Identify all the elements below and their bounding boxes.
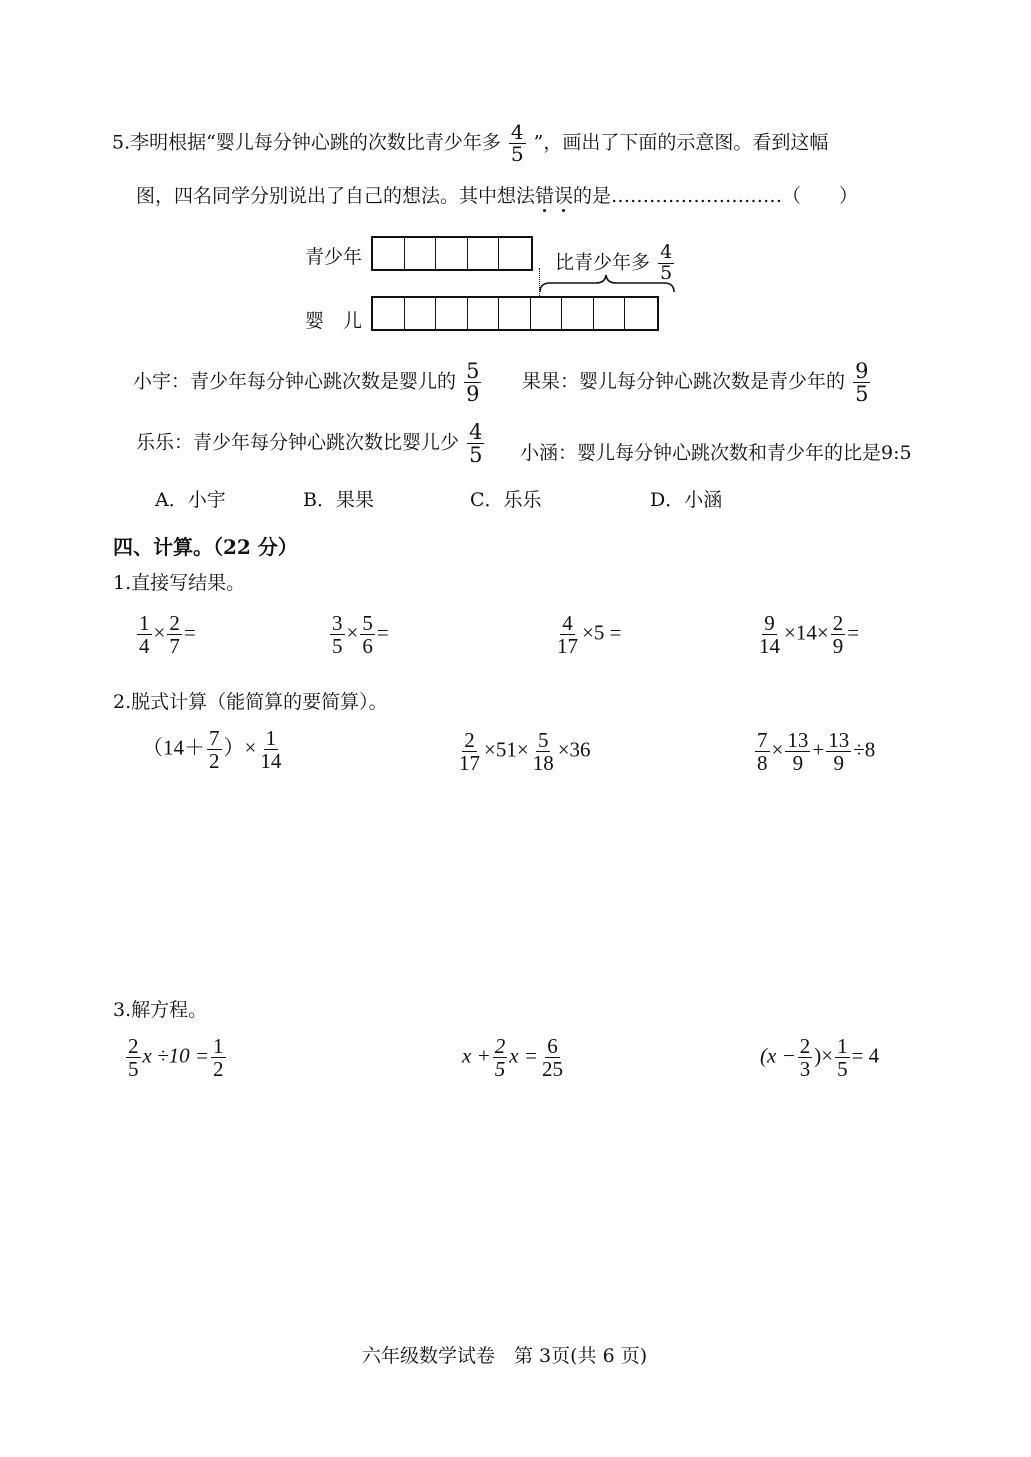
frac-num: 2 xyxy=(494,1034,506,1058)
direct-calc-2 xyxy=(328,612,389,657)
diagram-baby-label: 婴 儿 xyxy=(305,310,363,332)
frac-num: 5 xyxy=(362,611,373,635)
frac-den: 9 xyxy=(832,634,844,659)
fraction xyxy=(207,727,222,772)
opinion-guoguo xyxy=(522,360,872,405)
frac-den: 14 xyxy=(759,634,780,659)
fraction xyxy=(211,1035,226,1080)
baby-cell xyxy=(436,298,468,329)
question-5-line-2 xyxy=(136,181,858,208)
q5-text-after: ”，画出了下面的示意图。看到这幅 xyxy=(533,131,829,154)
expression-open: （14＋ xyxy=(142,735,205,760)
fraction xyxy=(360,612,375,657)
baby-cell xyxy=(373,298,405,329)
teen-cell xyxy=(373,238,405,269)
opinion-xiaoyu xyxy=(133,360,483,405)
frac-den: 9 xyxy=(466,382,480,407)
frac-den: 4 xyxy=(139,634,150,659)
frac-num: 4 xyxy=(562,611,573,635)
baby-cell xyxy=(625,298,657,329)
frac-den: 25 xyxy=(542,1057,563,1082)
frac-den: 8 xyxy=(757,751,768,776)
opinion-fraction xyxy=(853,360,870,405)
fraction xyxy=(330,612,345,657)
expression-rest: = 4 xyxy=(851,1043,880,1068)
frac-num: 9 xyxy=(855,359,869,383)
baby-cell xyxy=(562,298,594,329)
q5-answer-blank: 的是………………………（ ） xyxy=(573,185,859,207)
frac-den: 2 xyxy=(209,749,220,774)
equation-2 xyxy=(462,1035,567,1080)
teen-cell xyxy=(405,238,437,269)
equation-1 xyxy=(124,1035,228,1080)
fraction xyxy=(167,612,182,657)
fraction xyxy=(457,729,482,774)
baby-cell xyxy=(531,298,563,329)
operator: × xyxy=(771,737,784,762)
operator: × xyxy=(153,620,166,645)
frac-den: 5 xyxy=(837,1057,848,1082)
frac-num: 13 xyxy=(787,728,809,752)
frac-num: 5 xyxy=(537,728,549,752)
frac-num: 1 xyxy=(265,726,277,750)
opinion-fraction xyxy=(464,360,481,405)
frac-num: 2 xyxy=(128,1034,139,1058)
operator: + xyxy=(812,737,825,762)
q5-line2-text: 图，四名同学分别说出了自己的想法。其中想法 xyxy=(136,185,536,207)
frac-num: 13 xyxy=(828,728,850,752)
expression-rest: ÷8 xyxy=(853,737,876,762)
brace-frac-num: 4 xyxy=(660,241,673,263)
frac-num: 1 xyxy=(139,611,150,635)
frac-num: 9 xyxy=(764,611,775,635)
emphasis-char-1: 错 xyxy=(535,185,555,207)
diagram-teen-label: 青少年 xyxy=(305,246,363,268)
choice-d: D．小涵 xyxy=(650,489,723,511)
frac-num: 1 xyxy=(837,1034,848,1058)
opinion-text: 乐乐：青少年每分钟心跳次数比婴儿少 xyxy=(136,431,460,454)
fraction xyxy=(785,729,810,774)
frac-num: 2 xyxy=(464,728,475,752)
teen-cell xyxy=(468,238,500,269)
teen-bar xyxy=(371,236,533,271)
frac-den: 5 xyxy=(128,1057,139,1082)
expression-pre: (x − xyxy=(760,1043,796,1068)
frac-den: 9 xyxy=(792,751,804,776)
teen-cell xyxy=(436,238,468,269)
opinion-fraction xyxy=(467,421,484,466)
frac-num: 3 xyxy=(332,611,343,635)
direct-calc-4 xyxy=(755,612,859,657)
frac-den: 14 xyxy=(260,749,282,774)
opinion-xiaohan: 小涵：婴儿每分钟心跳次数和青少年的比是9:5 xyxy=(520,442,912,464)
frac-num: 4 xyxy=(469,420,483,444)
frac-den: 17 xyxy=(459,751,480,776)
fraction xyxy=(798,1035,813,1080)
opinion-text: 小宇：青少年每分钟心跳次数是婴儿的 xyxy=(133,370,457,393)
q5-fraction xyxy=(509,122,526,165)
emphasis-char-2: 误 xyxy=(554,185,574,207)
opinion-text: 果果：婴儿每分钟心跳次数是青少年的 xyxy=(522,370,846,393)
frac-den: 18 xyxy=(532,751,554,776)
frac-den: 2 xyxy=(213,1057,224,1082)
fraction xyxy=(137,612,152,657)
brace-frac-den: 5 xyxy=(660,261,673,284)
baby-cell xyxy=(405,298,437,329)
fraction xyxy=(258,727,283,772)
frac-den: 17 xyxy=(557,634,578,659)
teen-cell xyxy=(499,238,531,269)
baby-cell xyxy=(499,298,531,329)
expression-mid: )× xyxy=(814,1043,834,1068)
step-calc-2 xyxy=(455,729,591,774)
expression-mid: x = xyxy=(509,1043,538,1068)
equals: = xyxy=(847,620,860,645)
fraction xyxy=(540,1035,565,1080)
step-calc-3 xyxy=(753,729,875,774)
baby-cell xyxy=(594,298,626,329)
frac-den: 7 xyxy=(169,634,180,659)
expression-pre: x + xyxy=(462,1043,491,1068)
frac-num: 7 xyxy=(757,728,768,752)
part-1-title: 1.直接写结果。 xyxy=(113,572,246,594)
expression-mid: ×51× xyxy=(484,737,529,762)
expression-rest: ×5 = xyxy=(582,620,622,645)
frac-den: 5 xyxy=(332,634,343,659)
frac-num: 5 xyxy=(466,359,480,383)
frac-num: 1 xyxy=(213,1034,224,1058)
frac-den: 5 xyxy=(469,443,483,468)
expression-rest: ×36 xyxy=(557,737,591,762)
step-calc-1 xyxy=(142,727,285,772)
q5-frac-num: 4 xyxy=(510,120,524,144)
frac-den: 5 xyxy=(855,382,869,407)
equals: = xyxy=(376,620,389,645)
frac-num: 2 xyxy=(832,611,844,635)
choice-a: A．小宇 xyxy=(155,489,226,511)
q5-frac-den: 5 xyxy=(510,142,524,166)
fraction xyxy=(757,612,782,657)
fraction xyxy=(755,729,770,774)
fraction xyxy=(831,612,846,657)
part-2-title: 2.脱式计算（能简算的要简算）。 xyxy=(113,691,388,713)
opinion-lele xyxy=(136,421,486,466)
fraction xyxy=(126,1035,141,1080)
frac-den: 5 xyxy=(494,1057,506,1082)
direct-calc-1 xyxy=(135,612,196,657)
expression-mid: ×14× xyxy=(784,620,829,645)
frac-num: 2 xyxy=(799,1034,811,1058)
dotted-divider xyxy=(539,268,540,298)
fraction xyxy=(555,612,580,657)
part-3-title: 3.解方程。 xyxy=(113,999,208,1021)
direct-calc-3 xyxy=(553,612,621,657)
page-footer: 六年级数学试卷 第 3页(共 6 页) xyxy=(362,1345,648,1367)
section-title: 四、计算。（22 分） xyxy=(113,535,298,559)
q5-text-before: 5.李明根据“婴儿每分钟心跳的次数比青少年多 xyxy=(112,131,501,154)
fraction xyxy=(835,1035,850,1080)
equals: = xyxy=(183,620,196,645)
frac-den: 3 xyxy=(799,1057,811,1082)
frac-den: 9 xyxy=(833,751,844,776)
frac-den: 6 xyxy=(362,634,373,659)
brace-icon xyxy=(538,272,678,296)
choice-b: B．果果 xyxy=(303,489,374,511)
baby-cell xyxy=(468,298,500,329)
choice-c: C．乐乐 xyxy=(470,489,542,511)
equation-3 xyxy=(760,1035,879,1080)
frac-num: 6 xyxy=(547,1034,558,1058)
fraction xyxy=(493,1035,508,1080)
frac-num: 2 xyxy=(169,611,180,635)
frac-num: 7 xyxy=(209,726,220,750)
brace-text: 比青少年多 xyxy=(555,251,651,274)
expression-mid: x ÷10 = xyxy=(142,1043,210,1068)
expression-mid: ）× xyxy=(223,735,257,760)
baby-bar xyxy=(371,296,659,331)
fraction xyxy=(531,729,556,774)
fraction xyxy=(826,729,851,774)
question-5-line-1 xyxy=(112,122,828,165)
operator: × xyxy=(346,620,359,645)
